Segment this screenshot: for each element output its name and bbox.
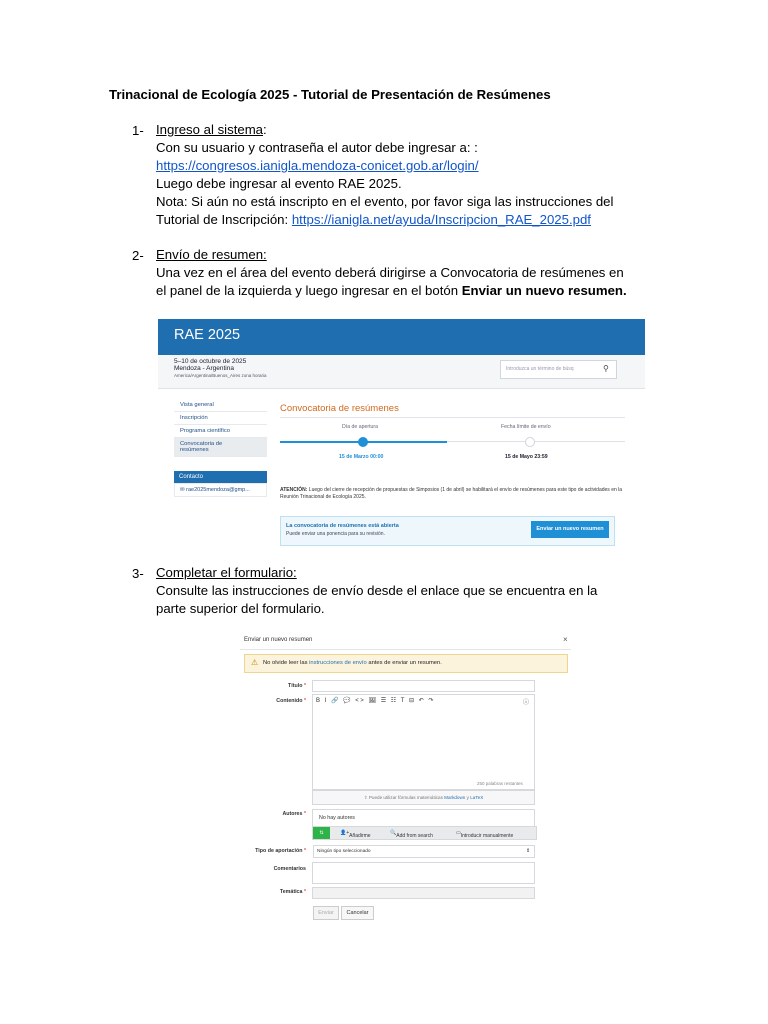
sort-authors-icon[interactable]: ⇅: [313, 827, 330, 839]
timeline-close-dot: [525, 437, 535, 447]
warning-alert: [244, 654, 568, 673]
topic-label: [240, 889, 306, 895]
required-mark: *: [303, 848, 306, 854]
attention-text: Luego del cierre de recepción de propuestas de Simposios (1 de abril) se habilitará el envío de resúmenes para este tipo de actividades en la Reunión Trinacional de Ecología 2025.: [280, 487, 623, 500]
required-mark: *: [303, 889, 306, 895]
event-timezone: America/Argentina/Buenos_Aires zona horaria: [174, 373, 267, 378]
section-1-line-1: Con su usuario y contraseña el autor debe ingresar a: :: [156, 140, 478, 155]
editor-toolbar[interactable]: B I 🔗 💬 <> 🖼 ☰ ☷ T ⊟ ↶ ↷: [316, 698, 435, 704]
section-1-line-2: Luego debe ingresar al evento RAE 2025.: [156, 176, 402, 191]
section-2-line-2: [156, 282, 627, 300]
event-page-screenshot: [158, 319, 645, 557]
event-sidebar: [174, 399, 267, 457]
content-label-text: Contenido: [276, 698, 303, 704]
warning-prefix: No olvide leer las: [263, 660, 310, 666]
add-from-search-label: Add from search: [396, 833, 433, 839]
required-mark: *: [303, 683, 306, 689]
registration-tutorial-link[interactable]: https://ianigla.net/ayuda/Inscripcion_RAE_2025.pdf: [291, 212, 591, 227]
cancel-button[interactable]: Cancelar: [341, 906, 374, 920]
open-date-value: 15 de Marzo 00:00: [339, 454, 384, 460]
close-icon[interactable]: ×: [563, 635, 568, 644]
call-title: Convocatoria de resúmenes: [280, 403, 399, 414]
attention-label: ATENCIÓN:: [280, 487, 308, 493]
type-select-value: Ningún tipo seleccionado: [317, 849, 371, 854]
enter-manually-label: Introducir manualmente: [460, 833, 514, 839]
latex-link[interactable]: LaTeX: [470, 795, 484, 800]
title-label-text: Título: [288, 683, 303, 689]
section-3-line-2: parte superior del formulario.: [156, 601, 325, 616]
mail-icon: ✉: [180, 487, 187, 493]
contact-email: rae2025mendoza@gmp...: [186, 487, 250, 493]
type-label: [240, 848, 306, 854]
section-1-heading-colon: :: [263, 122, 267, 137]
no-authors-text: No hay autores: [319, 815, 355, 821]
search-icon: ⚲: [603, 364, 609, 373]
topic-label-text: Temática: [279, 889, 303, 895]
section-2-line-1: Una vez en el área del evento deberá dirigirse a Convocatoria de resúmenes en: [156, 265, 624, 280]
submit-new-abstract-button[interactable]: Enviar un nuevo resumen: [531, 521, 609, 538]
nav-item-call-for-abstracts[interactable]: [174, 438, 267, 457]
close-date-label: Fecha límite de envío: [501, 424, 551, 430]
search-placeholder: Introduzca un término de búsq: [506, 366, 574, 372]
event-header: [158, 319, 645, 355]
contact-email-row[interactable]: [174, 483, 267, 497]
event-dates: [174, 358, 267, 379]
event-search-input[interactable]: [500, 360, 617, 379]
warning-icon: ⚠: [251, 658, 259, 667]
nav-call-line-2: resúmenes: [180, 447, 209, 453]
authors-label: [240, 811, 306, 817]
title-label: [240, 683, 306, 689]
abstract-form-screenshot: [240, 633, 571, 922]
modal-title: Enviar un nuevo resumen: [244, 637, 313, 643]
call-open-box: [280, 516, 615, 546]
nav-item-registration[interactable]: Inscripción: [174, 412, 267, 425]
section-1-line-4: [156, 211, 591, 229]
title-divider: [280, 417, 625, 418]
title-input[interactable]: [312, 680, 535, 692]
submit-button[interactable]: Enviar: [313, 906, 339, 920]
warning-suffix: antes de enviar un resumen.: [366, 660, 442, 666]
type-label-text: Tipo de aportación: [255, 848, 303, 854]
nav-item-overview[interactable]: Vista general: [174, 399, 267, 412]
document-title: Trinacional de Ecología 2025 - Tutorial de Presentación de Resúmenes: [109, 87, 551, 102]
login-link-line: [156, 157, 479, 175]
timeline-remaining: [447, 441, 625, 442]
note-mid: y: [465, 795, 471, 800]
event-location: Mendoza - Argentina: [174, 365, 234, 372]
nav-call-line-1: Convocatoria de: [180, 441, 223, 447]
section-3-heading: Completar el formulario:: [156, 565, 297, 580]
section-2-number: 2-: [132, 248, 144, 263]
section-3-number: 3-: [132, 566, 144, 581]
event-date-range: 5–10 de octubre de 2025: [174, 358, 247, 365]
required-mark: *: [303, 698, 306, 704]
close-date-value: 15 de Mayo 23:59: [505, 454, 548, 460]
comments-label: Comentarios: [273, 866, 306, 872]
warning-text: [263, 660, 442, 666]
add-from-search-button[interactable]: 🔍 Add from search: [390, 830, 433, 839]
word-count: 250 palabras restantes: [477, 781, 523, 786]
section-2-line-2-prefix: el panel de la izquierda y luego ingresar en el botón: [156, 283, 462, 298]
required-mark: *: [303, 811, 306, 817]
section-1-number: 1-: [132, 123, 144, 138]
modal-header: [240, 633, 571, 650]
login-link[interactable]: https://congresos.ianigla.mendoza-conicet.gob.ar/login/: [156, 158, 479, 173]
comments-input[interactable]: [312, 862, 535, 884]
markdown-note: [312, 790, 535, 805]
contribution-type-select[interactable]: [313, 845, 535, 858]
content-label: [240, 698, 306, 704]
content-editor[interactable]: [312, 694, 535, 790]
note-prefix: ⇧ Puede utilizar fórmulas matemáticas: [363, 795, 445, 800]
add-myself-label: Añadirme: [349, 833, 371, 839]
section-2-heading: Envío de resumen:: [156, 247, 267, 262]
nav-item-program[interactable]: Programa científico: [174, 425, 267, 438]
attention-note: [280, 487, 625, 501]
contact-header: Contacto: [174, 471, 267, 483]
section-1-line-4-prefix: Tutorial de Inscripción:: [156, 212, 292, 227]
call-open-title: La convocatoria de resúmenes está abierta: [286, 523, 399, 529]
select-arrows-icon: ⇕: [526, 848, 531, 854]
section-1-heading-text: Ingreso al sistema: [156, 122, 264, 137]
contact-box: [174, 471, 267, 497]
section-2-line-2-bold: Enviar un nuevo resumen.: [461, 283, 627, 298]
enter-manually-button[interactable]: ▭ Introducir manualmente: [456, 830, 514, 839]
authors-toolbar: [312, 826, 537, 840]
section-1-heading: [156, 121, 267, 139]
section-1-line-3: Nota: Si aún no está inscripto en el evento, por favor siga las instrucciones del: [156, 194, 614, 209]
add-myself-button[interactable]: 👤+ Añadirme: [340, 830, 371, 839]
section-3-line-1: Consulte las instrucciones de envío desde el enlace que se encuentra en la: [156, 583, 598, 598]
open-date-label: Día de apertura: [342, 424, 379, 430]
markdown-link[interactable]: Markdown: [444, 795, 466, 800]
call-open-text: Puede enviar una ponencia para su revisión.: [286, 531, 385, 537]
topic-select[interactable]: [312, 887, 535, 899]
info-icon[interactable]: ⓘ: [523, 700, 530, 706]
instructions-link[interactable]: instrucciones de envío: [309, 660, 367, 666]
timeline-open-dot: [358, 437, 368, 447]
authors-label-text: Autores: [282, 811, 303, 817]
event-title: RAE 2025: [174, 327, 241, 343]
